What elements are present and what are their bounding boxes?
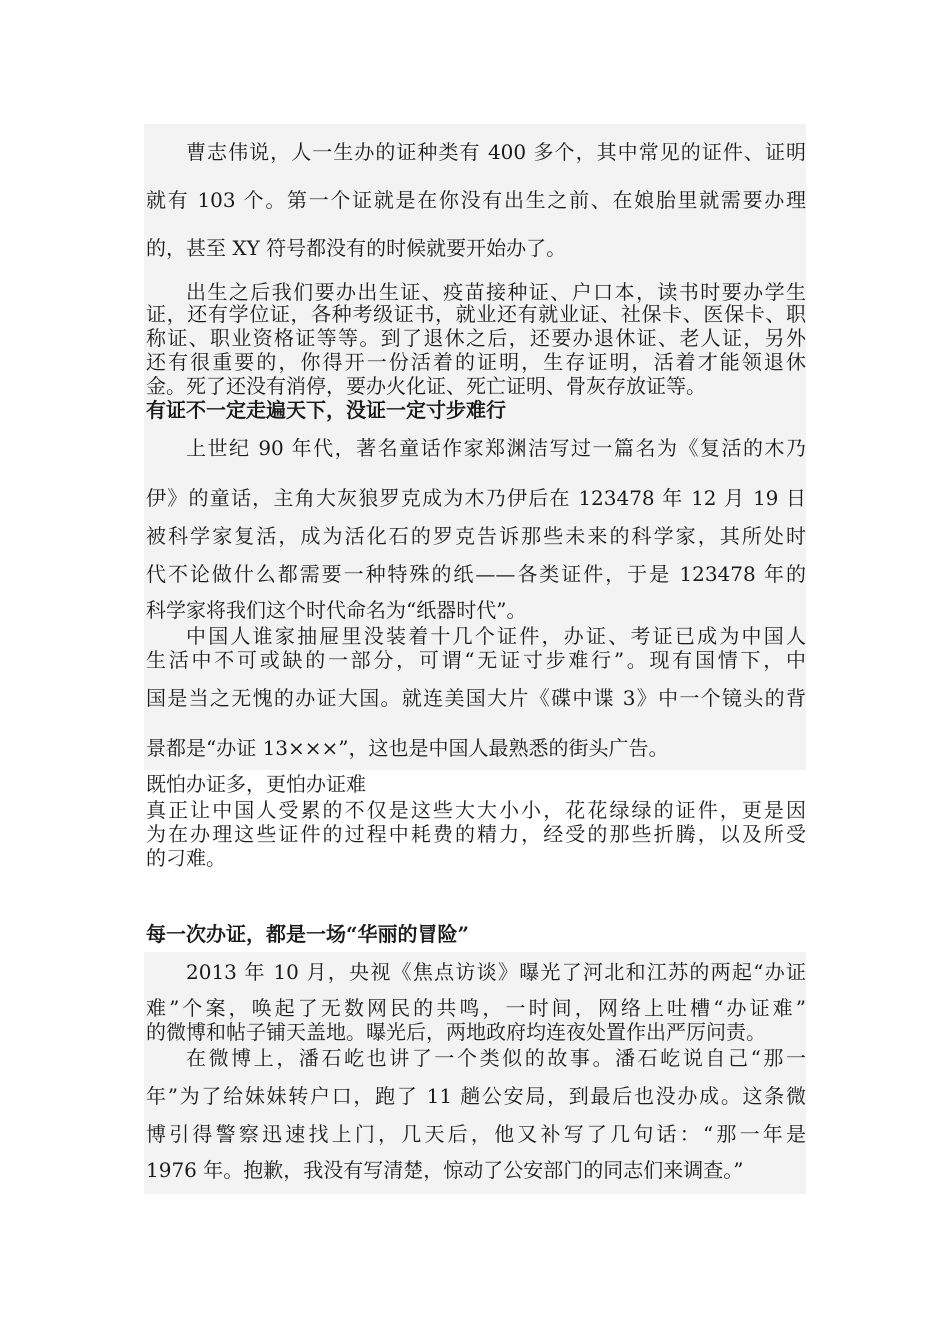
paragraph-4-line-4: 景都是“办证 13×××”，这也是中国人最熟悉的街头广告。 bbox=[146, 736, 669, 760]
paragraph-5-line-3: 的刁难。 bbox=[146, 846, 226, 870]
paragraph-5-line-1: 真正让中国人受累的不仅是这些大大小小，花花绿绿的证件，更是因 bbox=[146, 798, 806, 822]
paragraph-2-line-1: 出生之后我们要办出生证、疫苗接种证、户口本，读书时要办学生 bbox=[186, 280, 806, 304]
paragraph-4-line-2: 生活中不可或缺的一部分，可谓“无证寸步难行”。现有国情下，中 bbox=[146, 648, 806, 672]
section-heading-3: 每一次办证，都是一场“华丽的冒险” bbox=[146, 922, 470, 946]
paragraph-3-line-5: 科学家将我们这个时代命名为“纸器时代”。 bbox=[146, 598, 527, 622]
paragraph-7-line-4: 1976 年。抱歉，我没有写清楚，惊动了公安部门的同志们来调查。” bbox=[146, 1158, 744, 1182]
paragraph-7-line-2: 年”为了给妹妹转户口，跑了 11 趟公安局，到最后也没办成。这条微 bbox=[146, 1084, 806, 1108]
section-heading-1: 有证不一定走遍天下，没证一定寸步难行 bbox=[146, 398, 506, 422]
paragraph-2-line-5: 金。死了还没有消停，要办火化证、死亡证明、骨灰存放证等。 bbox=[146, 374, 706, 398]
paragraph-4-line-3: 国是当之无愧的办证大国。就连美国大片《碟中谍 3》中一个镜头的背 bbox=[146, 686, 806, 710]
paragraph-7-line-3: 博引得警察迅速找上门，几天后，他又补写了几句话：“那一年是 bbox=[146, 1122, 806, 1146]
section-heading-2: 既怕办证多，更怕办证难 bbox=[146, 772, 366, 796]
paragraph-6-line-3: 的微博和帖子铺天盖地。曝光后，两地政府均连夜处置作出严厉问责。 bbox=[146, 1020, 766, 1044]
paragraph-2-line-3: 称证、职业资格证等等。到了退休之后，还要办退休证、老人证，另外 bbox=[146, 326, 806, 350]
paragraph-5-line-2: 为在办理这些证件的过程中耗费的精力，经受的那些折腾，以及所受 bbox=[146, 822, 806, 846]
paragraph-3-line-2: 伊》的童话，主角大灰狼罗克成为木乃伊后在 123478 年 12 月 19 日 bbox=[146, 486, 806, 510]
paragraph-2-line-2: 证，还有学位证，各种考级证书，就业还有就业证、社保卡、医保卡、职 bbox=[146, 302, 806, 326]
paragraph-2-line-4: 还有很重要的，你得开一份活着的证明，生存证明，活着才能领退休 bbox=[146, 350, 806, 374]
paragraph-3-line-3: 被科学家复活，成为活化石的罗克告诉那些未来的科学家，其所处时 bbox=[146, 524, 806, 548]
paragraph-6-line-1: 2013 年 10 月，央视《焦点访谈》曝光了河北和江苏的两起“办证 bbox=[186, 960, 806, 984]
paragraph-4-line-1: 中国人谁家抽屉里没装着十几个证件，办证、考证已成为中国人 bbox=[186, 624, 806, 648]
paragraph-1-line-2: 就有 103 个。第一个证就是在你没有出生之前、在娘胎里就需要办理 bbox=[146, 188, 806, 212]
paragraph-3-line-4: 代不论做什么都需要一种特殊的纸——各类证件，于是 123478 年的 bbox=[146, 562, 806, 586]
paragraph-6-line-2: 难”个案，唤起了无数网民的共鸣，一时间，网络上吐槽“办证难” bbox=[146, 996, 806, 1020]
paragraph-3-line-1: 上世纪 90 年代，著名童话作家郑渊洁写过一篇名为《复活的木乃 bbox=[186, 436, 806, 460]
paragraph-7-line-1: 在微博上，潘石屹也讲了一个类似的故事。潘石屹说自己“那一 bbox=[186, 1046, 806, 1070]
paragraph-1-line-3: 的，甚至 XY 符号都没有的时候就要开始办了。 bbox=[146, 236, 567, 260]
paragraph-1-line-1: 曹志伟说，人一生办的证种类有 400 多个，其中常见的证件、证明 bbox=[186, 140, 806, 164]
